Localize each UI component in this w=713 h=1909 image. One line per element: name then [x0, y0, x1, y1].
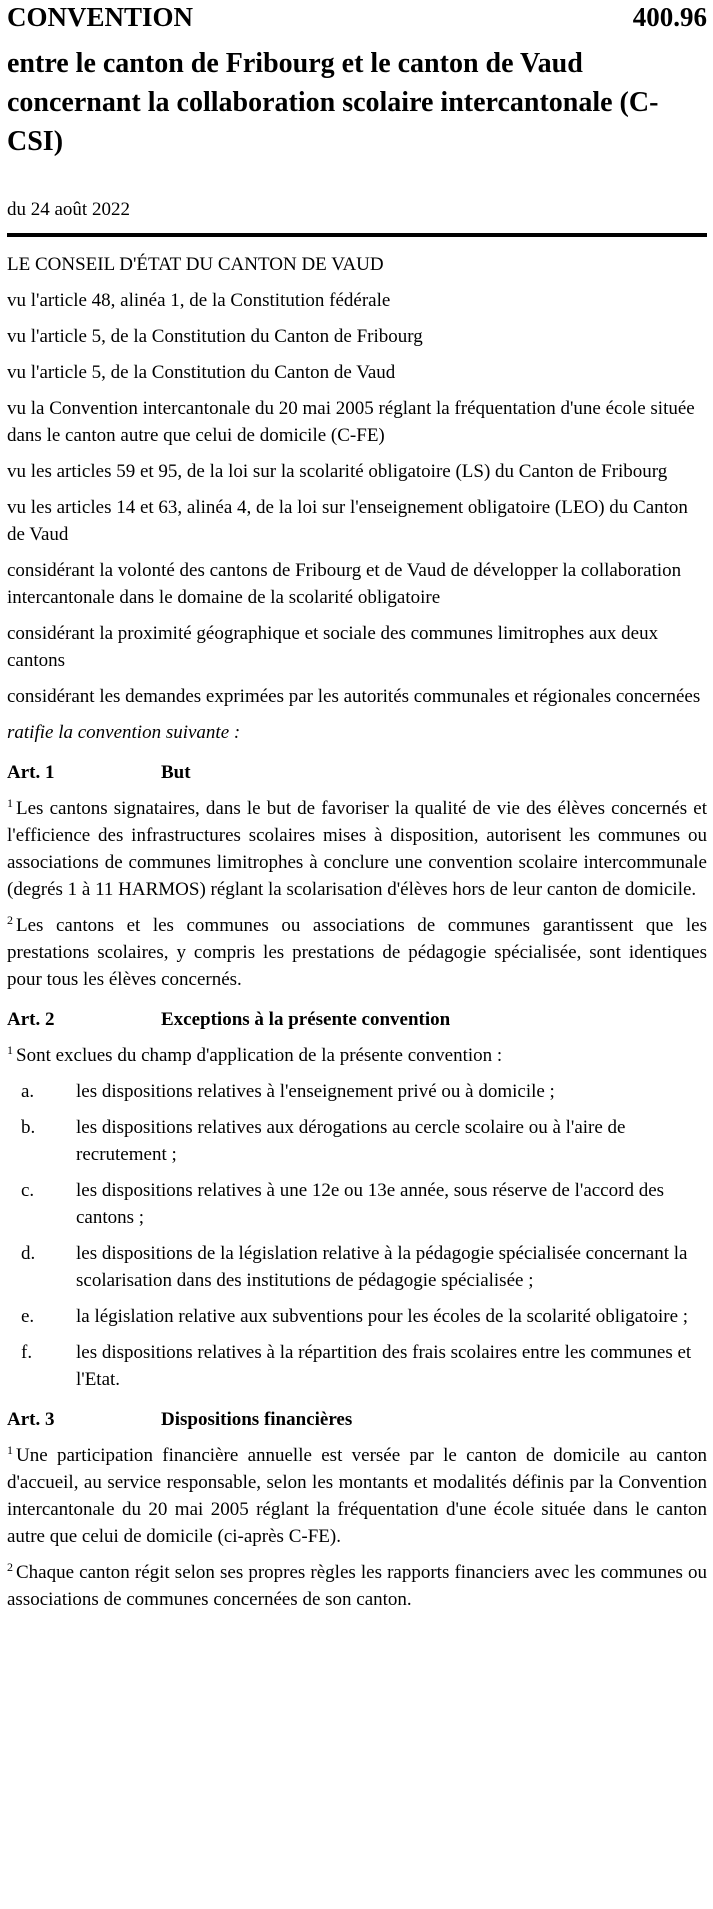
preamble-authority: LE CONSEIL D'ÉTAT DU CANTON DE VAUD [7, 254, 384, 275]
ratify-statement: ratifie la convention suivante : [7, 722, 241, 743]
article-number: Art. 2 [7, 1009, 55, 1030]
document-title: entre le canton de Fribourg et le canton de Vaud concernant la collaboration scolaire intercantonale (C-CSI) [7, 48, 659, 157]
paragraph-number: 2 [7, 1559, 13, 1574]
list-letter: f. [21, 1342, 33, 1363]
list-text: la législation relative aux subventions pour les écoles de la scolarité obligatoire ; [76, 1306, 689, 1327]
preamble [7, 251, 707, 746]
list-letter: c. [21, 1180, 35, 1201]
list-item [7, 1078, 707, 1105]
list-text: les dispositions relatives à la répartition des frais scolaires entre les communes et l'Etat. [76, 1342, 692, 1390]
paragraph-number: 1 [7, 1042, 13, 1057]
article-3-paragraph-2 [7, 1559, 707, 1613]
preamble-line: vu l'article 5, de la Constitution du Canton de Fribourg [7, 326, 423, 347]
preamble-line: vu l'article 5, de la Constitution du Canton de Vaud [7, 362, 396, 383]
preamble-line: vu les articles 14 et 63, alinéa 4, de la loi sur l'enseignement obligatoire (LEO) du Canton de Vaud [7, 497, 688, 545]
list-text: les dispositions relatives à une 12e ou 13e année, sous réserve de l'accord des cantons ; [76, 1180, 665, 1228]
paragraph-text: Sont exclues du champ d'application de la présente convention : [16, 1045, 503, 1066]
paragraph-text: Une participation financière annuelle est versée par le canton de domicile au canton d'accueil, au service responsable, selon les montants et modalités définis par la Convention intercantonale du 20 mai 2005 réglant la fréquentation d'une école située dans le canton autre que celui de domicile (ci-après C-FE). [7, 1445, 707, 1547]
list-letter: b. [21, 1117, 36, 1138]
list-text: les dispositions relatives aux dérogations au cercle scolaire ou à l'aire de recrutement ; [76, 1117, 626, 1165]
article-title: Exceptions à la présente convention [161, 1009, 451, 1030]
preamble-line: considérant la proximité géographique et sociale des communes limitrophes aux deux cantons [7, 623, 659, 671]
article-title: But [161, 762, 191, 783]
article-3-heading [7, 1406, 707, 1433]
article-3-paragraph-1 [7, 1442, 707, 1550]
paragraph-text: Les cantons signataires, dans le but de favoriser la qualité de vie des élèves concernés et l'efficience des infrastructures scolaires mises à disposition, autorisent les communes ou associations de communes limitrophes à conclure une convention scolaire intercommunale (degrés 1 à 11 HARMOS) réglant la scolarisation d'élèves hors de leur canton de domicile. [7, 798, 707, 900]
preamble-line: vu les articles 59 et 95, de la loi sur la scolarité obligatoire (LS) du Canton de Fribourg [7, 461, 668, 482]
list-letter: d. [21, 1243, 36, 1264]
article-number: Art. 3 [7, 1409, 55, 1430]
paragraph-text: Chaque canton régit selon ses propres règles les rapports financiers avec les communes ou associations de communes concernées de son canton. [7, 1562, 707, 1610]
list-letter: e. [21, 1306, 35, 1327]
list-letter: a. [21, 1081, 35, 1102]
document-number: 400.96 [632, 2, 707, 32]
preamble-line: considérant les demandes exprimées par les autorités communales et régionales concernées [7, 686, 701, 707]
preamble-line: vu l'article 48, alinéa 1, de la Constitution fédérale [7, 290, 391, 311]
paragraph-number: 1 [7, 795, 13, 810]
document-date: du 24 août 2022 [7, 199, 130, 220]
list-text: les dispositions relatives à l'enseignement privé ou à domicile ; [76, 1081, 555, 1102]
article-1-paragraph-2 [7, 912, 707, 993]
paragraph-text: Les cantons et les communes ou associations de communes garantissent que les prestations scolaires, y compris les prestations de pédagogie spécialisée, sont identiques pour tous les élèves concernés. [7, 915, 707, 990]
paragraph-number: 1 [7, 1442, 13, 1457]
list-item [7, 1114, 707, 1168]
paragraph-number: 2 [7, 912, 13, 927]
article-number: Art. 1 [7, 762, 55, 783]
title-divider [7, 233, 707, 237]
list-item [7, 1339, 707, 1393]
list-item [7, 1177, 707, 1231]
list-item [7, 1240, 707, 1294]
list-item [7, 1303, 707, 1330]
preamble-line: vu la Convention intercantonale du 20 mai 2005 réglant la fréquentation d'une école située dans le canton autre que celui de domicile (C-FE) [7, 398, 695, 446]
article-1-heading [7, 759, 707, 786]
document-type: CONVENTION [7, 2, 194, 32]
preamble-line: considérant la volonté des cantons de Fribourg et de Vaud de développer la collaboration intercantonale dans le domaine de la scolarité obligatoire [7, 560, 682, 608]
article-2-paragraph-1 [7, 1042, 707, 1069]
document-header [7, 0, 707, 36]
list-text: les dispositions de la législation relative à la pédagogie spécialisée concernant la scolarisation dans des institutions de pédagogie spécialisée ; [76, 1243, 688, 1291]
article-2-heading [7, 1006, 707, 1033]
article-1-paragraph-1 [7, 795, 707, 903]
article-title: Dispositions financières [161, 1409, 353, 1430]
